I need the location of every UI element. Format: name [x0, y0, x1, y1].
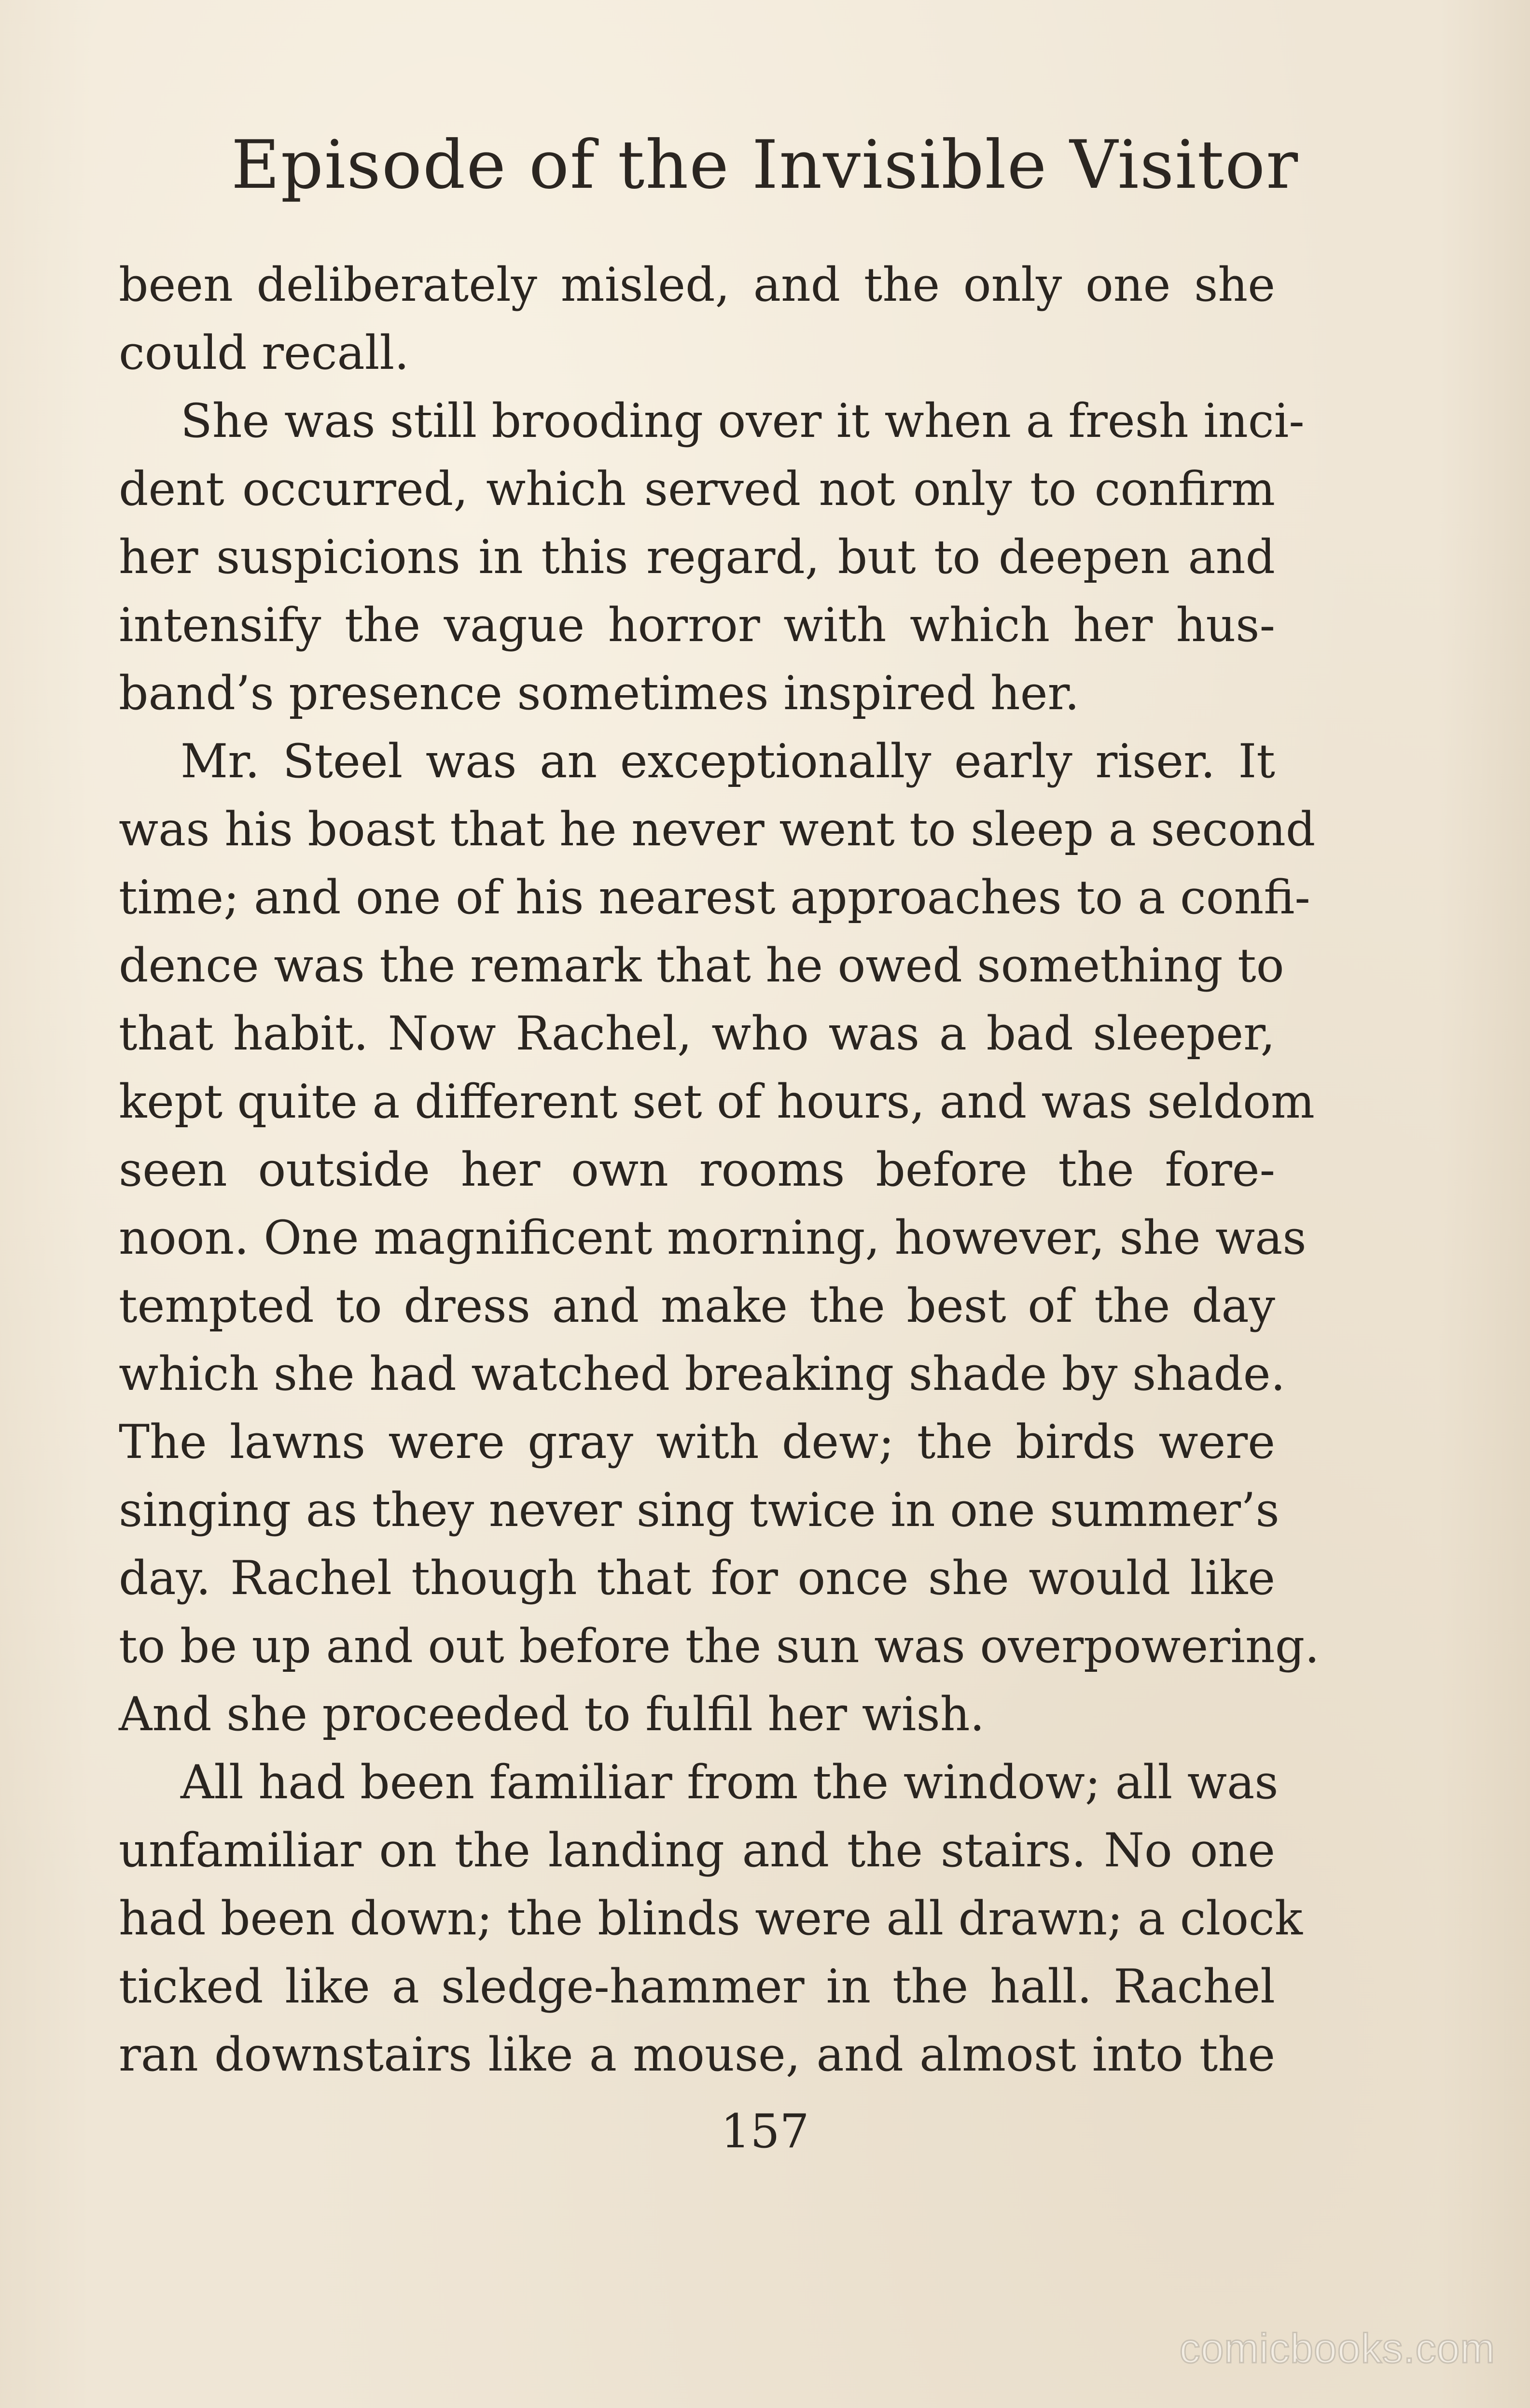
text-line: seen outside her own rooms before the fore- — [119, 1143, 1275, 1197]
body-text — [119, 251, 1320, 2089]
text-line: unfamiliar on the landing and the stairs. No one — [119, 1823, 1275, 1877]
text-line: intensify the vague horror with which her hus- — [119, 598, 1275, 652]
text-line: ticked like a sledge-hammer in the hall. Rachel — [119, 1960, 1275, 2014]
text-line: had been down; the blinds were all drawn; a clock — [119, 1891, 1303, 1946]
text-line: kept quite a different set of hours, and was seldom — [119, 1075, 1315, 1129]
watermark: comicbooks.com — [1179, 2325, 1495, 2372]
text-line: dent occurred, which served not only to confirm — [119, 462, 1275, 516]
text-line: band’s presence sometimes inspired her. — [119, 666, 1080, 720]
text-line: singing as they never sing twice in one summer’s — [119, 1483, 1280, 1537]
text-line: And she proceeded to fulfil her wish. — [119, 1687, 985, 1741]
running-head: Episode of the Invisible Visitor — [231, 126, 1299, 204]
text-line: The lawns were gray with dew; the birds were — [119, 1415, 1275, 1469]
text-line: her suspicions in this regard, but to deepen and — [119, 530, 1275, 584]
text-line: tempted to dress and make the best of the day — [119, 1279, 1275, 1333]
text-line: time; and one of his nearest approaches to a confi- — [119, 870, 1310, 924]
text-line: could recall. — [119, 326, 409, 380]
text-line: She was still brooding over it when a fresh inci- — [181, 394, 1305, 448]
text-line: which she had watched breaking shade by shade. — [119, 1347, 1286, 1401]
text-line: dence was the remark that he owed something to — [119, 938, 1284, 993]
text-line: that habit. Now Rachel, who was a bad sleeper, — [119, 1007, 1275, 1061]
text-line: All had been familiar from the window; all was — [181, 1755, 1279, 1809]
text-line: day. Rachel though that for once she would like — [119, 1551, 1275, 1605]
text-line: noon. One magnificent morning, however, she was — [119, 1211, 1307, 1265]
text-line: to be up and out before the sun was overpowering. — [119, 1619, 1320, 1673]
text-line: been deliberately misled, and the only one she — [119, 258, 1275, 312]
page-number: 157 — [721, 2104, 809, 2158]
text-line: ran downstairs like a mouse, and almost into the — [119, 2028, 1275, 2082]
text-line: was his boast that he never went to sleep a second — [119, 802, 1316, 856]
text-line: Mr. Steel was an exceptionally early riser. It — [181, 734, 1275, 788]
